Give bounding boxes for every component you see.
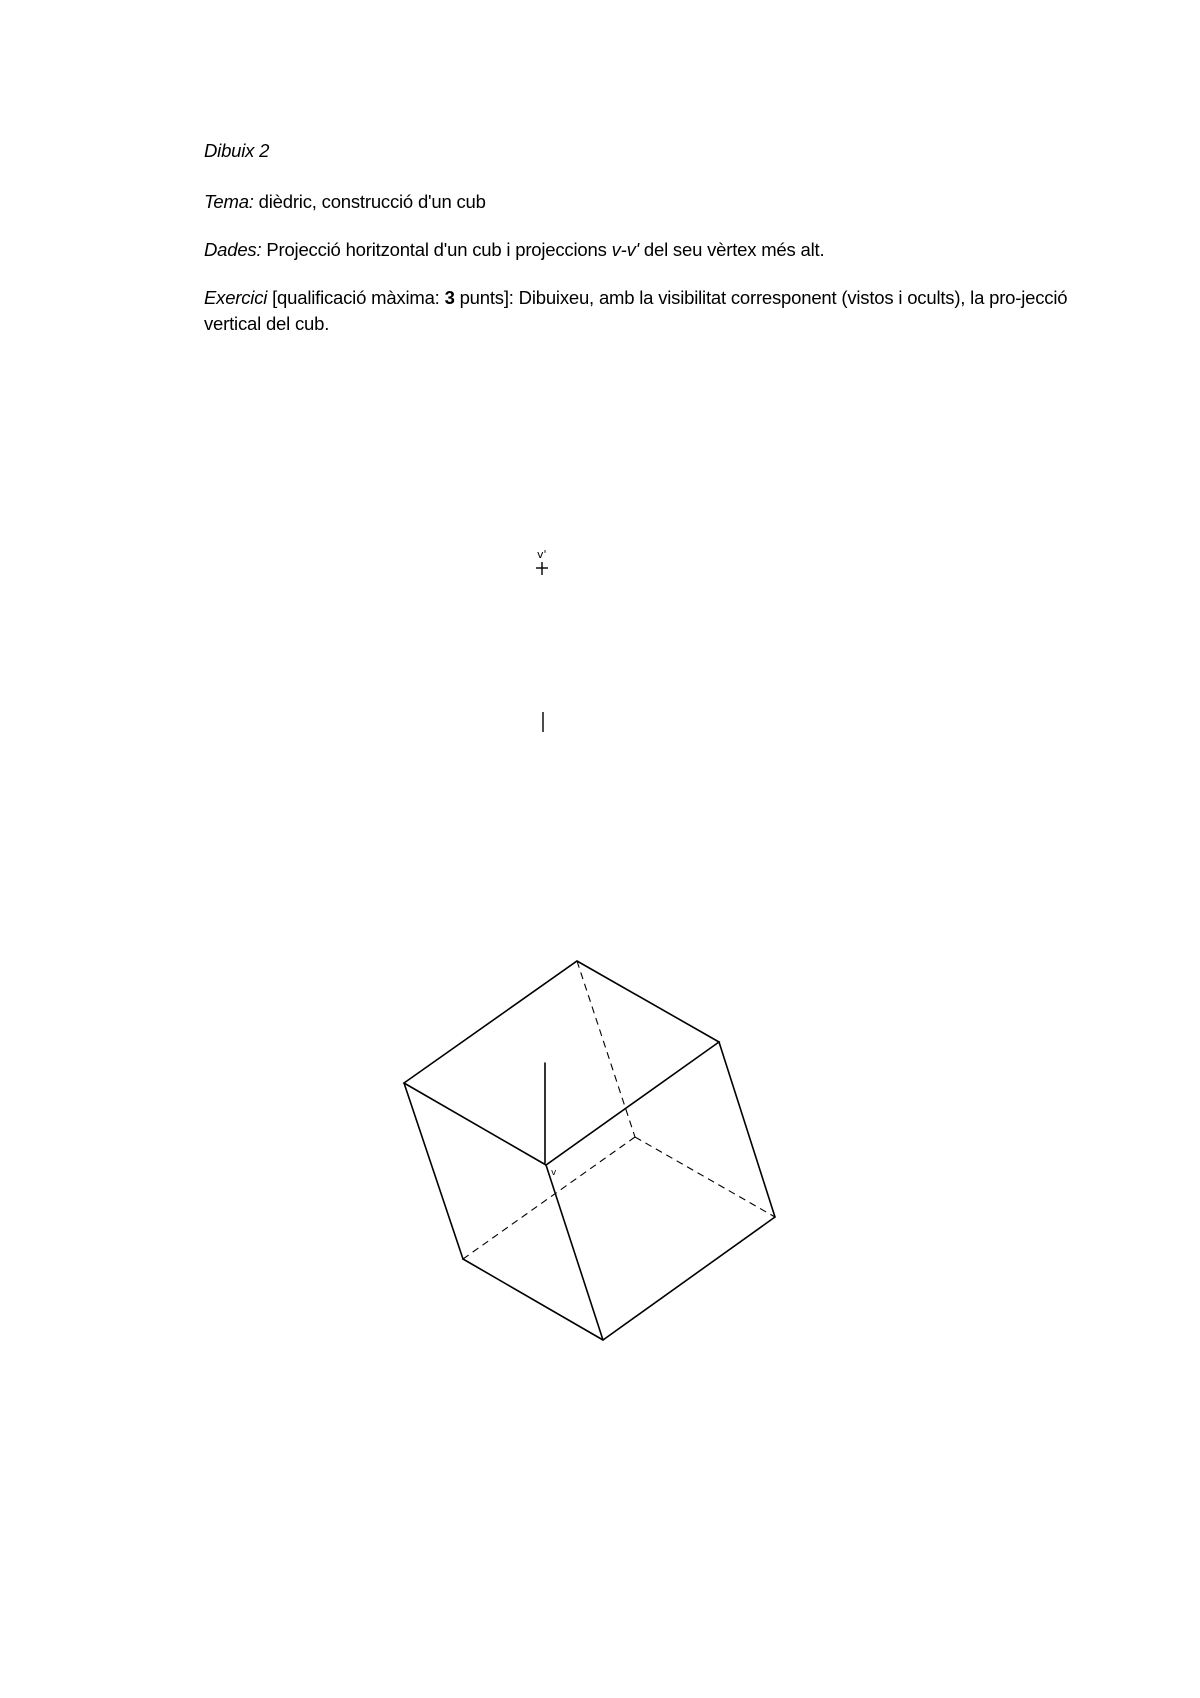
exercici-points: 3 — [444, 287, 455, 308]
cube-edge-left — [404, 1083, 463, 1259]
exercici-bracket-close: punts] — [454, 287, 509, 308]
tema-text: dièdric, construcció d'un cub — [253, 191, 486, 212]
v-prime-label: v' — [537, 548, 547, 561]
exercici-label: Exercici — [204, 287, 268, 308]
hidden-edge-3 — [463, 1137, 635, 1259]
cube-edge-bottom-right — [603, 1217, 775, 1340]
v-label: v — [551, 1168, 557, 1178]
dades-text-before: Projecció horitzontal d'un cub i projeccions — [261, 239, 612, 260]
cube-top-face — [404, 961, 719, 1165]
exercici-text: : Dibuixeu, amb la visibilitat corresponent (vistos i ocults), la pro-jecció vertical del cub. — [204, 287, 1068, 334]
cube-edge-front — [546, 1165, 603, 1340]
cube-edge-bottom-left — [463, 1259, 603, 1340]
tema-label: Tema: — [204, 191, 254, 212]
exercici-bracket-open: [qualificació màxima: — [267, 287, 445, 308]
title-text: Dibuix 2 — [204, 140, 270, 161]
hidden-edge-1 — [577, 961, 635, 1137]
dades-label: Dades: — [204, 239, 262, 260]
dades-text-after: del seu vèrtex més alt. — [638, 239, 825, 260]
cube-edge-right — [719, 1042, 775, 1217]
dades-vv: v-v' — [611, 239, 639, 260]
